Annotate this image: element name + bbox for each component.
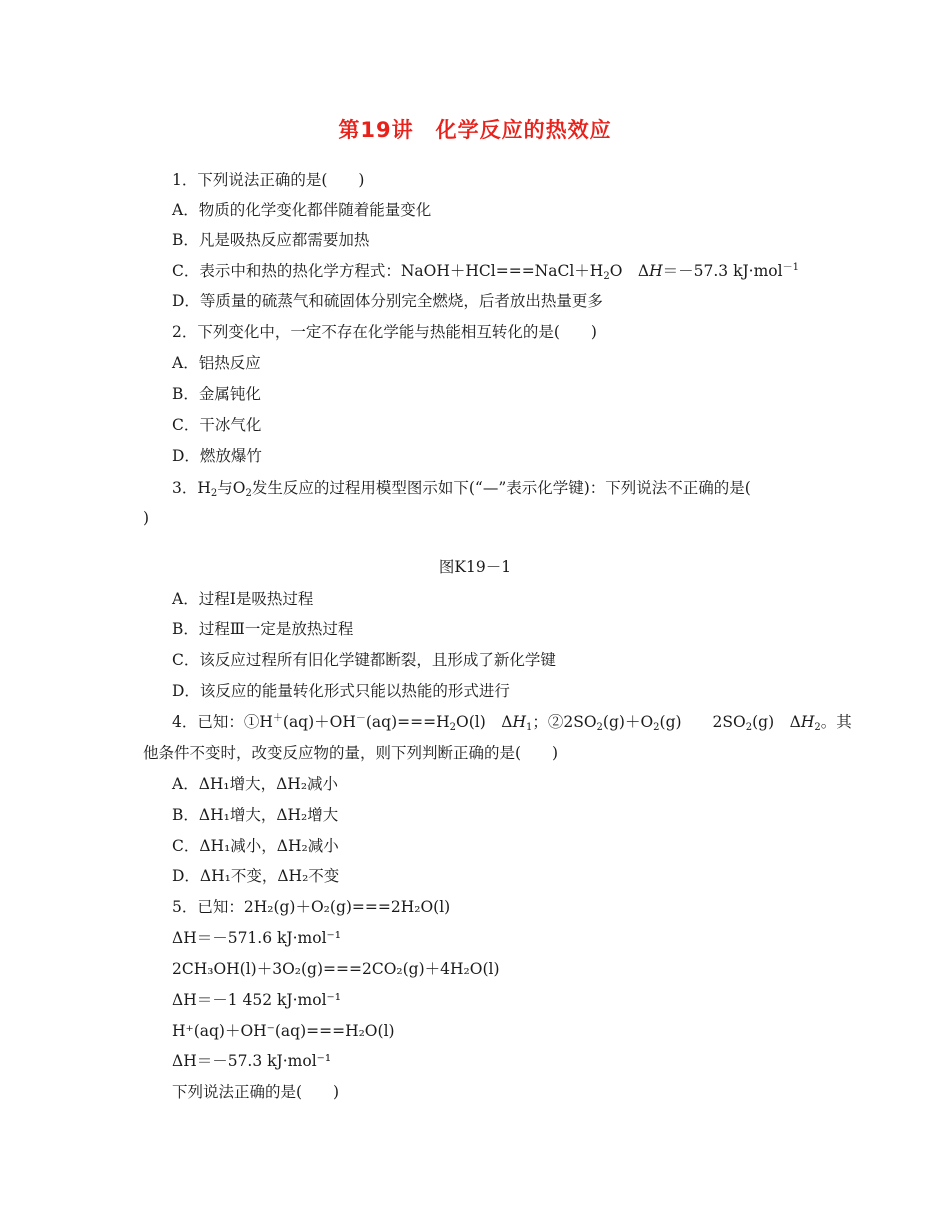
q3-stem: 3．$H_2$与$O_2$发生反应的过程用模型图示如下(“—”表示化学键)：下列说法不正确的是(: [172, 479, 751, 499]
q4-stem-continued: 他条件不变时，改变反应物的量，则下列判断正确的是( ): [143, 744, 559, 762]
q5-stem: 5．已知：2H₂(g)＋O₂(g)===2H₂O(l): [172, 898, 451, 916]
q5-equation-3: H⁺(aq)＋OH⁻(aq)===H₂O(l): [172, 1022, 395, 1040]
q4-option-c: C．ΔH₁减小，ΔH₂减小: [172, 837, 339, 855]
q5-equation-2: 2CH₃OH(l)＋3O₂(g)===2CO₂(g)＋4H₂O(l): [172, 960, 500, 978]
q1-option-c: C．表示中和热的热化学方程式：$NaOH+HCl===NaCl+H_2O$ ΔH＝－57.3 kJ·mol$^{-1}$: [172, 262, 799, 282]
q2-option-c: C．干冰气化: [172, 416, 262, 434]
q1-option-b: B．凡是吸热反应都需要加热: [172, 231, 370, 249]
q4-option-b: B．ΔH₁增大，ΔH₂增大: [172, 806, 339, 824]
q1-option-d: D．等质量的硫蒸气和硫固体分别完全燃烧，后者放出热量更多: [172, 292, 603, 310]
q3-option-b: B．过程Ⅲ一定是放热过程: [172, 620, 354, 638]
q3-option-a: A．过程Ⅰ是吸热过程: [172, 590, 314, 608]
q2-option-b: B．金属钝化: [172, 385, 261, 403]
q4-stem: 4．已知：$①H^+(aq)+OH^-(aq)===H_2O(l)$ $\Delta H_1$；$②2SO_2(g)+O_2(g)$ $2SO_2(g)$ $\Delta H_2$。其: [172, 713, 852, 733]
page-title: 第19讲 化学反应的热效应: [338, 118, 612, 142]
q1-stem: 1．下列说法正确的是( ): [172, 171, 365, 189]
q2-stem: 2．下列变化中，一定不存在化学能与热能相互转化的是( ): [172, 323, 597, 341]
q5-delta-h-1: ΔH＝－571.6 kJ·mol⁻¹: [172, 929, 341, 947]
q2-option-d: D．燃放爆竹: [172, 447, 262, 465]
q5-delta-h-3: ΔH＝－57.3 kJ·mol⁻¹: [172, 1052, 332, 1070]
q1-option-a: A．物质的化学变化都伴随着能量变化: [172, 201, 432, 219]
q4-option-a: A．ΔH₁增大，ΔH₂减小: [172, 775, 339, 793]
q3-option-c: C．该反应过程所有旧化学键都断裂，且形成了新化学键: [172, 651, 556, 669]
q3-stem-continued: ): [143, 509, 150, 527]
q4-option-d: D．ΔH₁不变，ΔH₂不变: [172, 867, 340, 885]
figure-caption: 图K19－1: [438, 558, 512, 576]
q3-option-d: D．该反应的能量转化形式只能以热能的形式进行: [172, 682, 510, 700]
q5-ask: 下列说法正确的是( ): [172, 1083, 340, 1101]
q5-delta-h-2: ΔH＝－1 452 kJ·mol⁻¹: [172, 991, 341, 1009]
q2-option-a: A．铝热反应: [172, 354, 261, 372]
